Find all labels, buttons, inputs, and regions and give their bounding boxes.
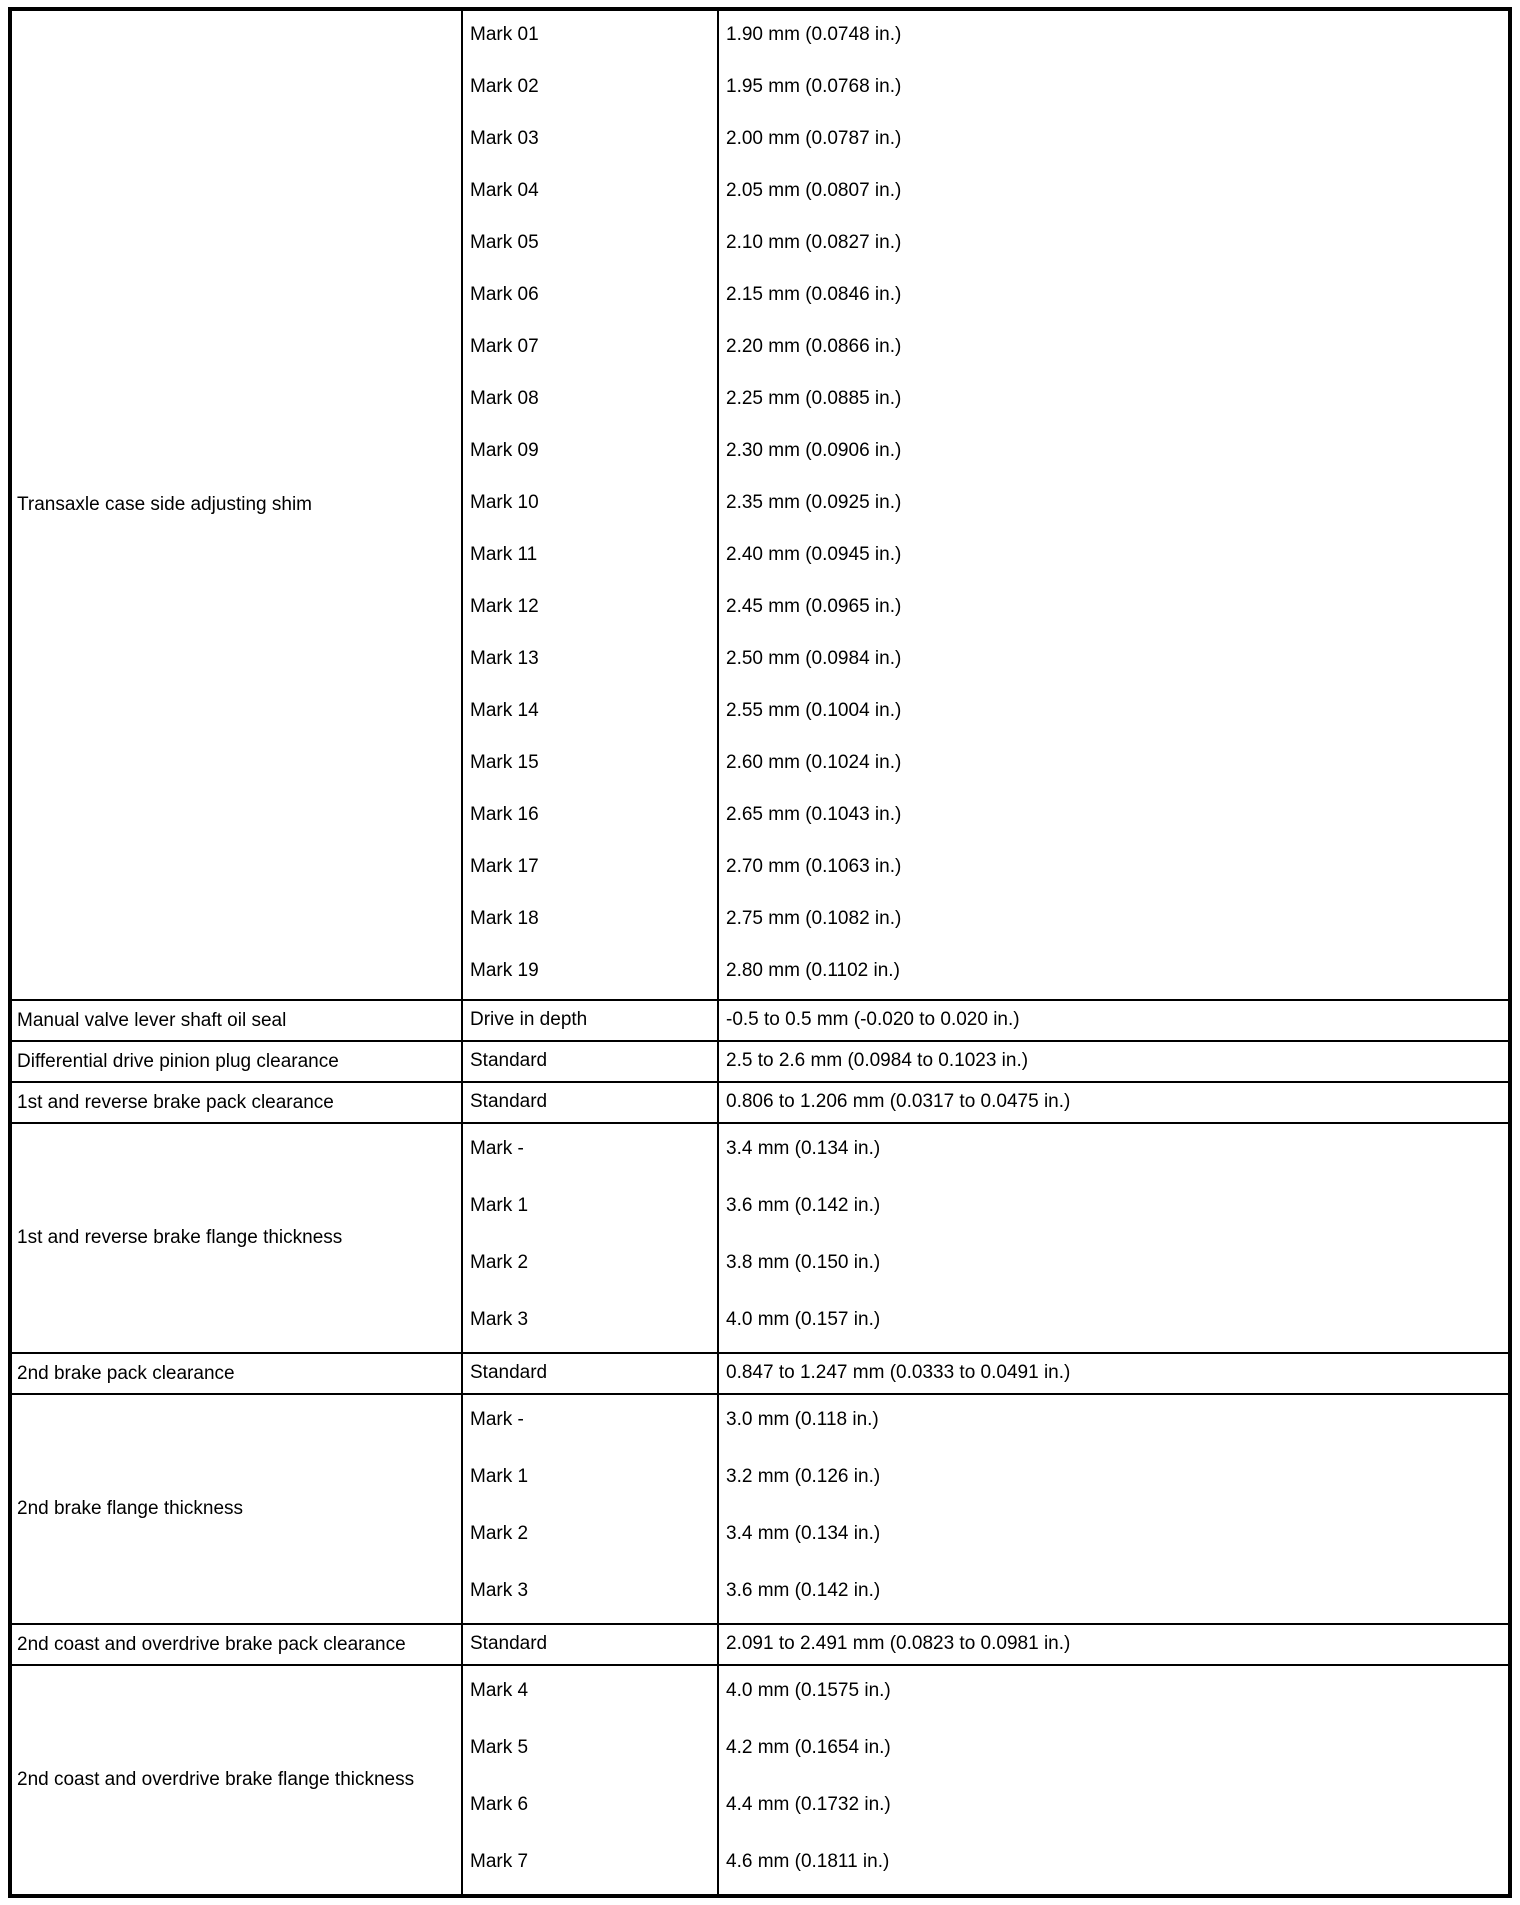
mark-label: Mark 08 [470, 388, 539, 409]
mark-label: Mark 07 [470, 336, 539, 357]
mark-label: Mark 05 [470, 232, 539, 253]
item-label: Differential drive pinion plug clearance [17, 1050, 339, 1072]
spec-value: 3.4 mm (0.134 in.) [726, 1138, 881, 1159]
mark-label: Mark 02 [470, 76, 539, 97]
value-cell [718, 1394, 1510, 1624]
mark-label: Mark 1 [470, 1195, 529, 1216]
mark-label: Standard [470, 1633, 548, 1654]
mark-label: Mark 03 [470, 128, 539, 149]
table-row [10, 1041, 1510, 1082]
spec-value: 3.6 mm (0.142 in.) [726, 1195, 881, 1216]
spec-value: 3.2 mm (0.126 in.) [726, 1466, 881, 1487]
item-cell [10, 9, 462, 1000]
table-row [10, 1082, 1510, 1123]
spec-value: 2.00 mm (0.0787 in.) [726, 128, 902, 149]
spec-value: 2.55 mm (0.1004 in.) [726, 700, 902, 721]
item-label: 2nd coast and overdrive brake flange thickness [17, 1769, 415, 1790]
spec-value: 4.2 mm (0.1654 in.) [726, 1737, 891, 1758]
value-cell [718, 1123, 1510, 1353]
spec-value: 4.4 mm (0.1732 in.) [726, 1794, 891, 1815]
spec-value: 2.30 mm (0.0906 in.) [726, 440, 902, 461]
spec-value: 2.35 mm (0.0925 in.) [726, 492, 902, 513]
mark-label: Standard [470, 1050, 548, 1071]
spec-value: 4.0 mm (0.1575 in.) [726, 1680, 891, 1701]
mark-label: Mark 5 [470, 1737, 529, 1758]
spec-value: 2.15 mm (0.0846 in.) [726, 284, 902, 305]
mark-label: Mark 19 [470, 960, 539, 981]
mark-label: Mark 15 [470, 752, 539, 773]
value-cell [718, 9, 1510, 1000]
mark-label: Mark 3 [470, 1309, 529, 1330]
spec-value: 2.40 mm (0.0945 in.) [726, 544, 902, 565]
item-label: 2nd brake flange thickness [17, 1498, 244, 1519]
mark-cell [462, 1394, 718, 1624]
mark-label: Mark - [470, 1409, 524, 1430]
spec-value: 2.60 mm (0.1024 in.) [726, 752, 902, 773]
mark-label: Mark 14 [470, 700, 539, 721]
item-label: 1st and reverse brake pack clearance [17, 1091, 334, 1113]
spec-value: 2.5 to 2.6 mm (0.0984 to 0.1023 in.) [726, 1050, 1029, 1071]
spec-value: 4.0 mm (0.157 in.) [726, 1309, 881, 1330]
mark-cell [462, 1000, 718, 1041]
mark-label: Mark 04 [470, 180, 539, 201]
value-cell [718, 1624, 1510, 1665]
spec-value: 2.80 mm (0.1102 in.) [726, 960, 900, 981]
table-row [10, 1000, 1510, 1041]
spec-value: 1.95 mm (0.0768 in.) [726, 76, 902, 97]
mark-label: Mark 16 [470, 804, 539, 825]
spec-value: 2.50 mm (0.0984 in.) [726, 648, 902, 669]
mark-label: Mark 2 [470, 1252, 529, 1273]
item-cell [10, 1123, 462, 1353]
mark-label: Mark 06 [470, 284, 539, 305]
spec-value: 0.806 to 1.206 mm (0.0317 to 0.0475 in.) [726, 1091, 1071, 1112]
mark-cell [462, 1353, 718, 1394]
item-cell [10, 1624, 462, 1665]
spec-value: 2.091 to 2.491 mm (0.0823 to 0.0981 in.) [726, 1633, 1071, 1654]
mark-label: Mark 17 [470, 856, 539, 877]
spec-value: 2.25 mm (0.0885 in.) [726, 388, 902, 409]
item-cell [10, 1000, 462, 1041]
mark-cell [462, 1123, 718, 1353]
spec-table [8, 7, 1512, 1898]
item-label: Manual valve lever shaft oil seal [17, 1009, 287, 1031]
mark-label: Mark 18 [470, 908, 539, 929]
table-row [10, 9, 1510, 1000]
mark-cell [462, 1041, 718, 1082]
spec-value: 2.20 mm (0.0866 in.) [726, 336, 902, 357]
item-cell [10, 1082, 462, 1123]
mark-label: Mark 2 [470, 1523, 529, 1544]
value-cell [718, 1353, 1510, 1394]
table-row [10, 1624, 1510, 1665]
spec-value: 3.4 mm (0.134 in.) [726, 1523, 881, 1544]
spec-value: 4.6 mm (0.1811 in.) [726, 1851, 890, 1872]
spec-value: 2.10 mm (0.0827 in.) [726, 232, 902, 253]
table-row [10, 1665, 1510, 1896]
spec-value: 1.90 mm (0.0748 in.) [726, 24, 902, 45]
spec-value: 3.6 mm (0.142 in.) [726, 1580, 881, 1601]
mark-label: Mark 7 [470, 1851, 529, 1872]
mark-label: Drive in depth [470, 1009, 588, 1030]
mark-label: Mark 6 [470, 1794, 529, 1815]
mark-label: Mark 13 [470, 648, 539, 669]
table-row [10, 1353, 1510, 1394]
mark-label: Mark - [470, 1138, 524, 1159]
item-cell [10, 1353, 462, 1394]
spec-value: 2.05 mm (0.0807 in.) [726, 180, 902, 201]
mark-label: Mark 4 [470, 1680, 529, 1701]
mark-cell [462, 1624, 718, 1665]
item-label: 2nd brake pack clearance [17, 1362, 235, 1384]
mark-label: Mark 1 [470, 1466, 529, 1487]
value-cell [718, 1000, 1510, 1041]
spec-value: 2.65 mm (0.1043 in.) [726, 804, 902, 825]
spec-value: 3.8 mm (0.150 in.) [726, 1252, 881, 1273]
mark-label: Standard [470, 1091, 548, 1112]
spec-value: -0.5 to 0.5 mm (-0.020 to 0.020 in.) [726, 1009, 1020, 1030]
spec-value: 0.847 to 1.247 mm (0.0333 to 0.0491 in.) [726, 1362, 1071, 1383]
item-cell [10, 1041, 462, 1082]
item-cell [10, 1665, 462, 1896]
item-label: Transaxle case side adjusting shim [17, 494, 312, 515]
spec-value: 3.0 mm (0.118 in.) [726, 1409, 879, 1430]
table-row [10, 1394, 1510, 1624]
value-cell [718, 1041, 1510, 1082]
spec-value: 2.70 mm (0.1063 in.) [726, 856, 902, 877]
mark-label: Mark 12 [470, 596, 539, 617]
spec-table-body [10, 9, 1510, 1896]
mark-cell [462, 1665, 718, 1896]
item-label: 2nd coast and overdrive brake pack clearance [17, 1633, 406, 1655]
mark-label: Standard [470, 1362, 548, 1383]
spec-value: 2.45 mm (0.0965 in.) [726, 596, 902, 617]
mark-label: Mark 11 [470, 544, 538, 565]
spec-value: 2.75 mm (0.1082 in.) [726, 908, 902, 929]
mark-label: Mark 09 [470, 440, 539, 461]
mark-cell [462, 9, 718, 1000]
table-row [10, 1123, 1510, 1353]
item-cell [10, 1394, 462, 1624]
mark-cell [462, 1082, 718, 1123]
value-cell [718, 1082, 1510, 1123]
mark-label: Mark 3 [470, 1580, 529, 1601]
mark-label: Mark 10 [470, 492, 539, 513]
mark-label: Mark 01 [470, 24, 539, 45]
item-label: 1st and reverse brake flange thickness [17, 1227, 343, 1248]
value-cell [718, 1665, 1510, 1896]
